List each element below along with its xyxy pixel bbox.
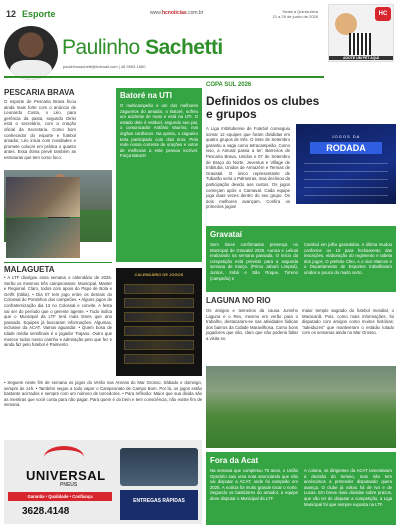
calendar-row — [124, 312, 194, 322]
batore-box — [116, 88, 202, 262]
laguna-title: LAGUNA NO RIO — [206, 296, 271, 305]
batore-text: O multicampeão e um dos melhores zagueiros do amador, o Batoré, sofreu um acidente de moto e está na UTI. O estado dele é estável, segundo seu pai, o comunicador Antônio Vaurino, nos órgãos cardíacos. Na quinta, o zagueiro teria participado com dois tiros. Pela rede nossa corrente de orações e votos de melhoras a este pessoa incrível. Força Batoré! — [120, 103, 198, 159]
hc-logo: HC — [375, 7, 391, 21]
calendar-row — [124, 340, 194, 350]
games-of-round-graphic — [296, 124, 396, 204]
ad-delivery: ENTREGAS RÁPIDAS — [120, 490, 198, 520]
promo-line-2: RODADA — [310, 142, 382, 154]
copa-text: A Liga Imbitubense de Futebol conseguiu somar 12 equipes que foram divididas em quatro grupos de três. O Sete de Setembro garantiu a vaga como tetracampeão. Como isso, a Amural passa a ter: Barreiros de Pescaria Brava, Unidos e 07 de Setembro de Braço do Norte, Juventus e Village de Imbituba, Unidos de Armazém e Termas de Gravatal. O único representante de Tubarão seria o Palmeiras, mas declinou da participação devido aos custos. Os jogos começam após o Carnaval. Cada equipe joga duas vezes dentro do seu grupo. Os dois melhores avançam. Confira os primeiros jogos! — [206, 126, 290, 210]
calendar-row — [124, 354, 194, 364]
pescaria-text: O esporte de Pescaria Brava ficou ainda mais forte com o anúncio de Leonardo Costa, o Léo, para gerência da pasta, segundo Dirlei está o secretário, com a criação oficial da Secretaria. Como bom conhecedor do esporte e futebol amador, Léo inicia com novidades e promete colocar em prática o quanto antes. Essa ótima prevê também as estruturas que tem como foco. — [4, 99, 76, 160]
truck-image — [120, 448, 198, 486]
fixtures-grid — [304, 160, 388, 196]
adopt-pet-promo[interactable] — [328, 4, 394, 62]
ad-brand: UNIVERSAL — [26, 468, 106, 483]
laguna-text-1: Os amigos e teimeiros da causa Juninho Laguna e o Rex, mesmo em verão para o trabalho, destacaram-se nas atividades lúdicas dos bairros da Cidade Maravilhosa. Como bons jogadores que são, claro que não poderia faltar a visita no — [206, 308, 298, 341]
issue-date — [248, 9, 318, 19]
site-url[interactable] — [150, 10, 203, 16]
columnist-last-name: Sachetti — [145, 36, 223, 59]
section-title: Esporte — [22, 9, 56, 19]
laguna-photo — [206, 366, 396, 448]
batore-photo-2 — [6, 218, 80, 258]
site-suffix: .com.br — [186, 10, 204, 16]
gravatai-text-1: Sem times confirmados presença no Municipal de Gravataí 2026. Aurora e Leiloal realizando na semana passada. O início da competição está previsto para a segunda semana de março. (Primo Jaburú Limpeá), Juntos, Imbá e São Roque, Tirreno (campeão) e — [210, 242, 298, 281]
dog-icon — [335, 13, 357, 35]
acat-text-1: Na semana que completou 79 anos, o União Operário saiu uma nota anunciando que não vai disputar a ACAT, onde foi campeão em 2025. A notícia foi muito grande tocar o norte. Segundo os bastidores do amador, a equipe deve disputar o Municipal da LTF. — [210, 468, 298, 501]
adopt-caption: ADOTE UM PET AQUI — [329, 56, 393, 60]
header-divider — [4, 76, 324, 78]
acat-title: Fora da Acat — [210, 456, 259, 465]
calendar-row — [124, 284, 194, 294]
page-number: 12 — [6, 9, 17, 19]
ad-sub: PNEUS — [60, 482, 78, 488]
calendar-graphic — [116, 268, 202, 376]
ad-phone[interactable]: 3628.4148 — [22, 506, 70, 517]
copa-label: COPA SUL 2026 — [206, 82, 252, 88]
batore-photo-1 — [6, 177, 80, 217]
calendar-title: CALENDÁRIO DE JOGOS — [134, 272, 184, 277]
columnist-avatar — [4, 26, 58, 80]
copa-headline: Definidos os clubes e grupos — [206, 94, 320, 121]
gravatai-title: Gravataí — [210, 230, 243, 239]
calendar-row — [124, 298, 194, 308]
columnist-first-name: Paulinho — [62, 36, 140, 59]
site-brand: hcnoticias — [161, 10, 187, 16]
acat-text-2: A coluna, os dirigentes da ACAT lamentaram a decisão do torneio, mas não tem acréscimos a pretender disputando quem avança. O clube já voltou há de Ivo e de Lucas. Em breve mais dúvidas sobre prazos, que vão ter de disputar a competição, a Liga Municipal foi que sempre exposta na LTF. — [304, 468, 392, 507]
gravatai-text-2: Cambuí em julho garantidos. A última mudou conforme os 10 para fechamento das inscrições, elaboração do regimento e tabela dos jogos. O prefeito Cleo, e o vice Marcos e o Departamento de Esportes trabalharam unidos e pouco do muito certo. — [304, 242, 392, 275]
acat-box — [206, 452, 396, 525]
site-prefix: www. — [150, 10, 162, 16]
date-line-1: Sexta à Quinta-feira — [282, 9, 318, 14]
laguna-text-2: maior templo sagrado do futebol mundial, o Maracanã. Pois, como mais informações, foi disputado com amigos como muitos histórias: "adeiduzes" que mantiveram o estádio lotado com os semanas ainda no Mar Grosso. — [302, 308, 394, 336]
universal-pneus-ad[interactable] — [4, 440, 202, 524]
malagueta-text-2: • Seguem neste fim de semana os jogos do Verão nas Arenas do Mar Grosso. Sábado e domingo, sempre às 14h. • Também segue a todo vapor o Campeonato de Campo Bom. Por lá, os jogos estão bastante acirrados e sempre com um número de torcedores. • Para reflexão: Maior que sua divida são as mentiras que você conta para não pagar. Para quem é do bem e tem consciência, não existe fim de semana. — [4, 380, 202, 408]
brand-arc-icon — [44, 446, 84, 468]
ad-tagline: Garantia • Qualidade • Confiança — [8, 492, 112, 501]
pescaria-title: PESCARIA BRAVA — [4, 88, 75, 97]
malagueta-text: • A LTF divulgou essa semana o calendário de 2026. Serão os mesmos três campeonatos: Municipal, Master e Regional. Claro, todos com apoio do Papo de Bola e Gerfit (Itália). • Dia 07 tem jogo entre os demais do Colossal do Pontinhos dos campeões. • Alguns jogos de confraternização dia 13 no Colossal e convite. A festa vai ser do período que o gerente agente. • Tudo indica que o Municipal da LTF terá mais times que ano passado. Equipes já buscaram informações. Algumas, inclusive da ACAT. Vamos aguardar. • Quem bosa de Idade média semifinais é o jogador Trajano. Outro que merece todos nosso carinho e admiração pelo que fez e ainda faz pelo futebol é Paimento. — [4, 275, 112, 348]
columnist-name — [62, 36, 223, 60]
calendar-row — [124, 326, 194, 336]
date-line-2: 21 a 29 de junho de 2026 — [272, 14, 318, 19]
batore-title: Batoré na UTI — [120, 91, 173, 100]
malagueta-divider — [4, 262, 112, 263]
promo-line-1: JOGOS DA — [331, 134, 361, 139]
qr-code-icon[interactable] — [349, 33, 371, 55]
columnist-contact: paulinhosachetti@hotmail.com | 48 9953-1560 — [63, 64, 146, 69]
gravatai-box — [206, 226, 396, 292]
malagueta-title: MALAGUETA — [4, 265, 55, 274]
